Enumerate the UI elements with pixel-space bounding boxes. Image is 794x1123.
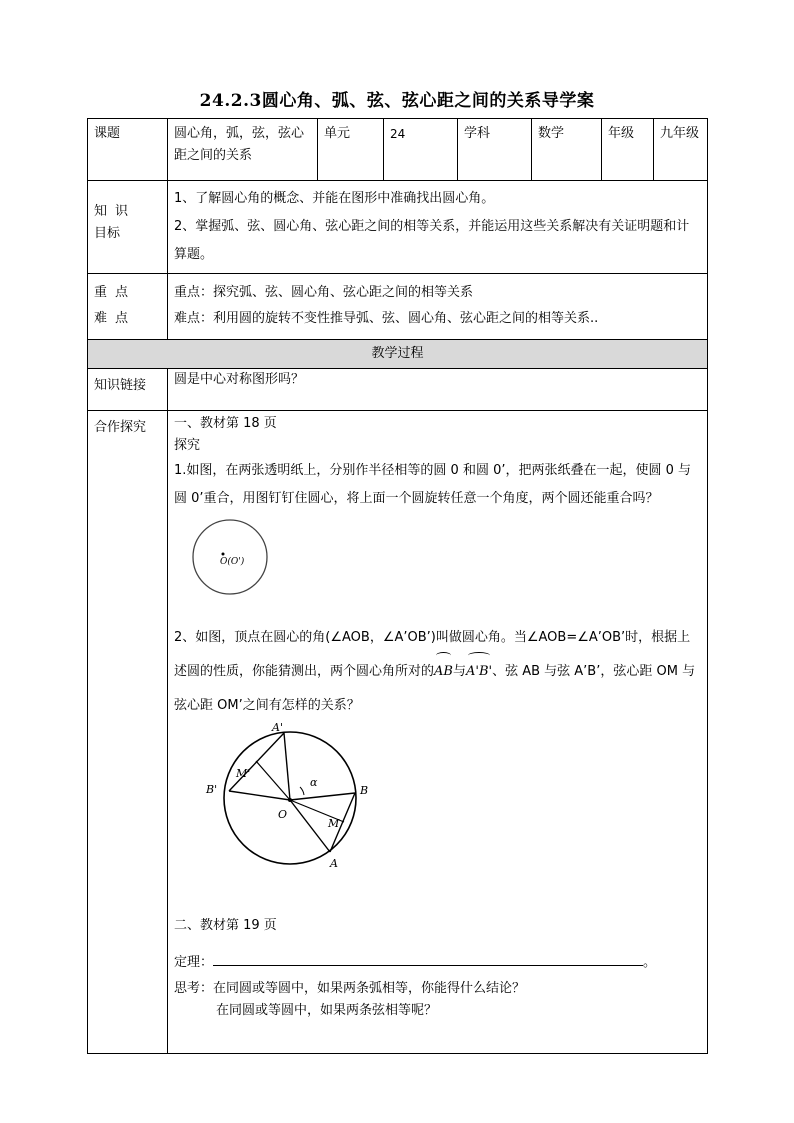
header-row [88,119,708,181]
page-title: 24.2.3圆心角、弧、弦、弦心距之间的关系导学案 [199,91,595,111]
lesson-table [87,118,708,1054]
question-2-part2: 、弦 AB 与弦 A’B’，弦心距 OM 与弦心距 OM’之间有怎样的关系？ [174,664,696,713]
figure-concentric-circles [174,513,294,611]
goals-row [88,181,708,274]
key-point-text: 重点：探究弧、弦、圆心角、弦心距之间的相等关系 [174,285,474,300]
theorem-label: 定理： [174,955,214,970]
figure-central-angles [194,723,404,873]
unit-value: 24 [390,127,406,141]
subject-label: 学科 [464,126,491,141]
goals-label-2: 目标 [94,226,121,241]
grade-label: 年级 [608,126,635,141]
keypoints-label-1: 重点 [94,285,137,300]
goal-item-1: 1、了解圆心角的概念、并能在图形中准确找出圆心角。 [174,191,495,206]
subject-value: 数学 [538,126,565,141]
think-question-2: 在同圆或等圆中，如果两条弦相等呢？ [216,1003,438,1018]
theorem-line [174,951,701,974]
coop-row [88,411,708,1054]
theorem-blank[interactable] [213,951,643,966]
label-m-prime: M' [236,767,251,780]
label-alpha: α [310,776,318,789]
topic-label: 课题 [94,126,121,141]
difficulty-text: 难点：利用圆的旋转不变性推导弧、弦、圆心角、弦心距之间的相等关系.. [174,311,599,326]
knowledge-link-row [88,369,708,411]
knowledge-link-text: 圆是中心对称图形吗？ [174,372,305,387]
section1-heading: 一、教材第 18 页 [174,416,277,431]
unit-label: 单元 [324,126,351,141]
process-header: 教学过程 [88,340,708,369]
keypoints-label-2: 难点 [94,311,137,326]
label-o: O [278,808,288,821]
explore-heading: 探究 [174,438,201,453]
figure1-label: O(O') [220,557,245,567]
label-a: A [330,857,338,870]
question-2-part1: 2、如图，顶点在圆心的角(∠AOB，∠A’OB’)叫做圆心角。当∠AOB=∠A’OB’时，根据上述圆的性质，你能猜测出，两个圆心角所对的 [174,630,691,679]
label-a-prime: A' [272,723,283,734]
coop-label: 合作探究 [94,420,147,435]
process-header-row [88,340,708,369]
key-points-row [88,274,708,340]
arc-a-prime-b-prime: A'B' [466,655,492,689]
knowledge-link-label: 知识链接 [94,378,147,393]
goal-item-2: 2、掌握弧、弦、圆心角、弦心距之间的相等关系，并能运用这些关系解决有关证明题和计算题。 [174,219,690,262]
arc-ab: AB [434,655,453,689]
question-1: 1.如图，在两张透明纸上，分别作半径相等的圆 0 和圆 0’，把两张纸叠在一起，使圆 0 与圆 0’重合，用图钉钉住圆心，将上面一个圆旋转任意一个角度，两个圆还能重合吗？ [174,463,692,506]
think-question-1: 思考：在同圆或等圆中，如果两条弧相等，你能得什么结论？ [174,981,526,996]
topic-value: 圆心角，弧，弦，弦心距之间的关系 [174,126,305,163]
question-2-mid: 与 [452,664,466,679]
label-b: B [360,784,369,797]
section2-heading: 二、教材第 19 页 [174,918,277,933]
theorem-end: 。 [643,955,657,970]
label-b-prime: B' [206,783,218,796]
question-2 [174,621,701,723]
goals-label-1: 知识 [94,204,137,219]
label-m: M [328,817,340,830]
grade-value: 九年级 [660,126,700,141]
